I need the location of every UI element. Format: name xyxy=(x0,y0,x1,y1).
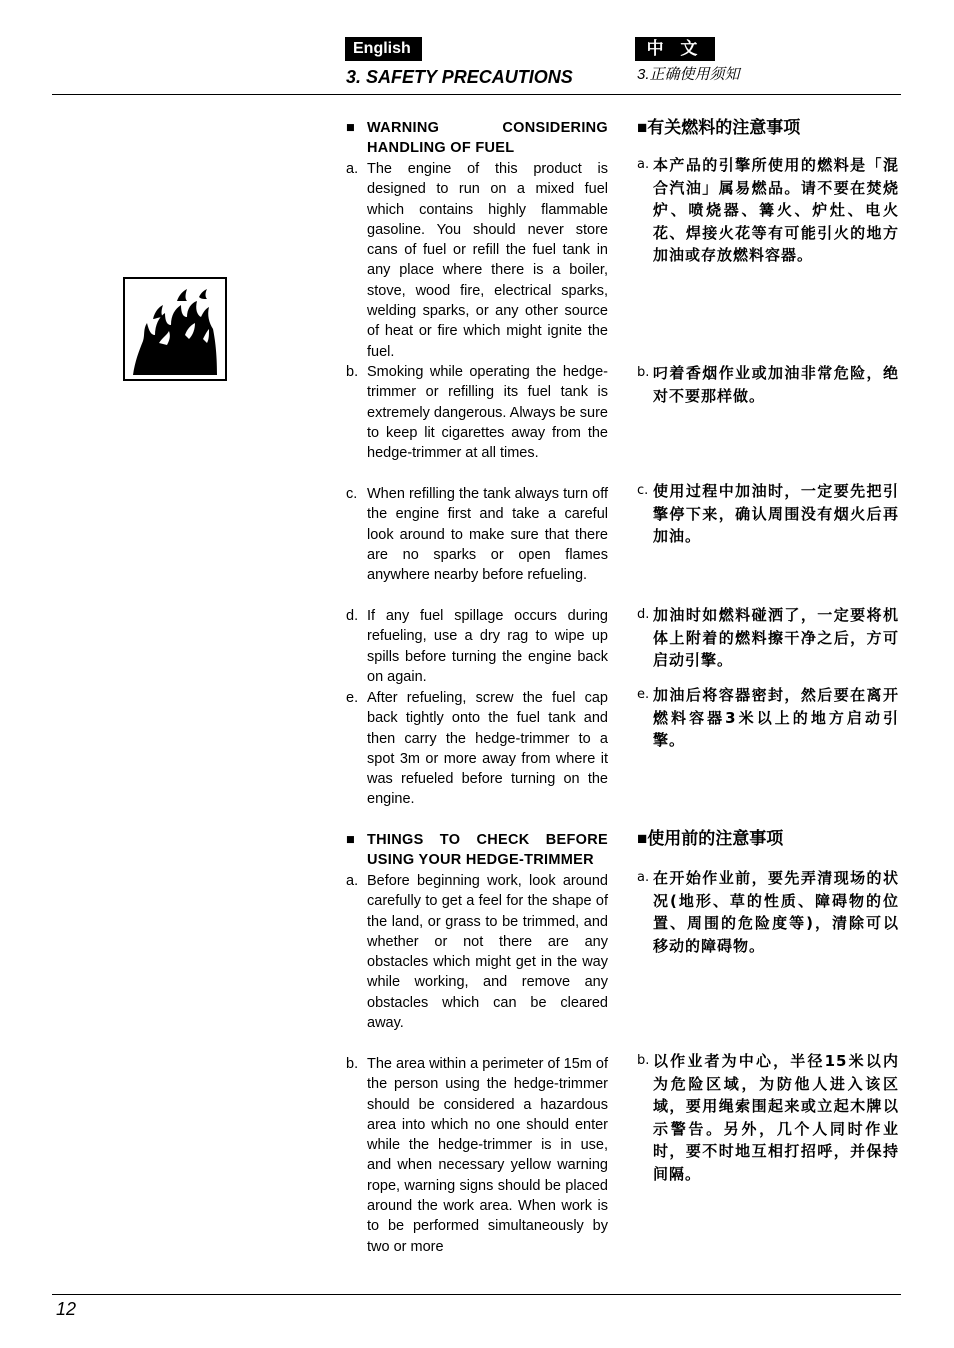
language-tag-english: English xyxy=(345,37,422,61)
item-text: The area within a perimeter of 15m of the person using the hedge-trimmer should be considered a hazardous area into which no one should enter while the hedge-trimmer is in use, and when necessary yellow warning rope, warning signs should be placed around the work area. When work is to be performed simultaneously by two or more xyxy=(367,1056,608,1255)
fuel-item-c xyxy=(346,484,608,585)
check-item-b xyxy=(346,1054,608,1257)
heading-line-2: HANDLING OF FUEL xyxy=(367,140,515,156)
item-label: c. xyxy=(346,486,358,502)
header-divider xyxy=(52,94,901,95)
item-text: 加油时如燃料碰洒了，一定要将机体上附着的燃料擦干净之后，方可启动引擎。 xyxy=(653,606,899,669)
item-label: a. xyxy=(637,870,650,885)
zh-fuel-item-b xyxy=(637,362,899,407)
zh-check-item-a xyxy=(637,867,899,957)
item-label: a. xyxy=(637,157,650,172)
fuel-warning-heading xyxy=(346,118,608,158)
heading-line-2: USING YOUR HEDGE-TRIMMER xyxy=(367,852,594,868)
item-text: 叼着香烟作业或加油非常危险，绝对不要那样做。 xyxy=(653,364,899,405)
zh-fuel-heading: ■有关燃料的注意事项 xyxy=(637,118,801,137)
item-label: b. xyxy=(346,364,359,380)
language-tag-chinese: 中 文 xyxy=(635,37,715,61)
item-text: 使用过程中加油时，一定要先把引擎停下来，确认周围没有烟火后再加油。 xyxy=(653,482,899,545)
item-text: The engine of this product is designed to run on a mixed fuel which contains highly flammable gasoline. You should never store cans of fuel or refill the fuel tank in any place where there is a boiler, stove, wood fire, electrical sparks, welding sparks, or any other source of heat or fire which might ignite the fuel. xyxy=(367,161,608,360)
item-label: a. xyxy=(346,873,359,889)
item-label: d. xyxy=(637,607,650,622)
item-label: e. xyxy=(637,687,650,702)
item-text: 加油后将容器密封，然后要在离开燃料容器3米以上的地方启动引擎。 xyxy=(653,686,899,749)
heading-line-1: THINGS TO CHECK BEFORE xyxy=(367,832,608,848)
fuel-item-b xyxy=(346,362,608,463)
item-label: b. xyxy=(346,1056,359,1072)
page-number: 12 xyxy=(56,1299,77,1319)
zh-check-item-b xyxy=(637,1050,899,1185)
item-label: d. xyxy=(346,608,359,624)
check-item-a xyxy=(346,871,608,1033)
footer-divider xyxy=(52,1294,901,1295)
item-text: 以作业者为中心，半径15米以内为危险区域，为防他人进入该区域，要用绳索围起来或立起木牌以示警告。另外，几个人同时作业时，要不时地互相打招呼，并保持间隔。 xyxy=(653,1052,899,1183)
zh-fuel-item-e xyxy=(637,684,899,752)
item-text: Before beginning work, look around carefully to get a feel for the shape of the land, or grass to be trimmed, and whether or not there are any obstacles which might get in the way while working, and remove any obstacles which can be cleared away. xyxy=(367,873,608,1032)
item-text: When refilling the tank always turn off the engine first and take a careful look around to make sure that there are no sparks or open flames anywhere nearby before refueling. xyxy=(367,486,608,584)
item-text: If any fuel spillage occurs during refueling, use a dry rag to wipe up spills before turning the engine back on again. xyxy=(367,608,608,685)
item-text: Smoking while operating the hedge-trimmer or refilling its fuel tank is extremely dangerous. Always be sure to keep lit cigarettes away from the hedge-trimmer at all times. xyxy=(367,364,608,462)
item-text: After refueling, screw the fuel cap back tightly onto the fuel tank and then carry the hedge-trimmer to a spot 3m or more away from where it was refueled before turning on the engine. xyxy=(367,690,608,808)
zh-fuel-item-c xyxy=(637,480,899,548)
item-label: b. xyxy=(637,365,650,380)
fire-warning-icon xyxy=(123,277,227,381)
zh-check-heading: ■使用前的注意事项 xyxy=(637,829,784,848)
item-label: c. xyxy=(637,483,649,498)
section-title-english: 3. SAFETY PRECAUTIONS xyxy=(346,67,573,87)
zh-fuel-item-d xyxy=(637,604,899,672)
section-title-chinese: 3.正确使用须知 xyxy=(637,66,740,83)
item-label: b. xyxy=(637,1053,650,1068)
check-before-use-heading xyxy=(346,830,608,870)
fuel-item-d xyxy=(346,606,608,687)
flame-icon xyxy=(125,279,225,379)
bullet-square-icon: ■ xyxy=(346,120,356,136)
zh-fuel-item-a xyxy=(637,154,899,267)
heading-line-1: WARNING CONSIDERING xyxy=(367,120,608,136)
fuel-item-a xyxy=(346,159,608,362)
fuel-item-e xyxy=(346,688,608,810)
item-text: 本产品的引擎所使用的燃料是「混合汽油」属易燃品。请不要在焚烧炉、喷烧器、篝火、炉灶、电火花、焊接火花等有可能引火的地方加油或存放燃料容器。 xyxy=(653,156,899,264)
bullet-square-icon: ■ xyxy=(346,832,356,848)
item-text: 在开始作业前，要先弄清现场的状况(地形、草的性质、障碍物的位置、周围的危险度等)，清除可以移动的障碍物。 xyxy=(653,869,899,955)
item-label: a. xyxy=(346,161,359,177)
item-label: e. xyxy=(346,690,359,706)
